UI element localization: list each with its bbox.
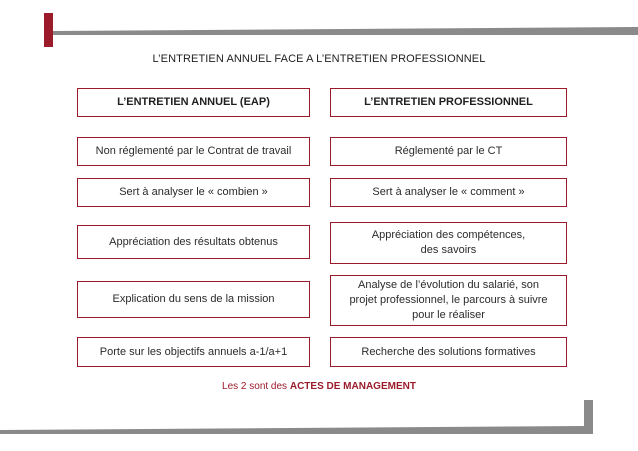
row-5-left-text: Porte sur les objectifs annuels a-1/a+1 bbox=[99, 345, 288, 358]
row-2-right-cell bbox=[330, 178, 567, 207]
footer-note bbox=[0, 381, 638, 392]
row-1-left-text: Non réglementé par le Contrat de travail bbox=[95, 145, 292, 157]
row-3-right-cell bbox=[330, 222, 567, 264]
row-4-left-cell bbox=[77, 281, 310, 318]
row-4-right-cell bbox=[330, 275, 567, 326]
row-2-left-text: Sert à analyser le « combien » bbox=[119, 186, 268, 198]
row-4-right-line-2: projet professionnel, le parcours à suivre bbox=[349, 294, 548, 306]
row-2-left-cell bbox=[77, 178, 310, 207]
row-3-right-line-2: des savoirs bbox=[420, 244, 477, 256]
row-3-right-line-1: Appréciation des compétences, bbox=[371, 229, 526, 241]
header-entretien-professionnel-label: L’ENTRETIEN PROFESSIONNEL bbox=[364, 96, 533, 108]
row-1-left-cell bbox=[77, 137, 310, 166]
row-3-left-text: Appréciation des résultats obtenus bbox=[109, 235, 278, 248]
header-entretien-professionnel bbox=[330, 88, 567, 117]
footer-note-prefix: Les 2 sont des bbox=[222, 381, 290, 392]
header-entretien-annuel bbox=[77, 88, 310, 117]
footer-note-emphasis: ACTES DE MANAGEMENT bbox=[289, 381, 416, 392]
row-5-right-text: Recherche des solutions formatives bbox=[361, 345, 536, 358]
row-4-right-line-3: pour le réaliser bbox=[412, 309, 485, 321]
header-entretien-annuel-label: L’ENTRETIEN ANNUEL (EAP) bbox=[117, 96, 270, 108]
row-4-right-line-1: Analyse de l’évolution du salarié, son bbox=[357, 279, 539, 291]
row-4-left-text: Explication du sens de la mission bbox=[112, 293, 275, 305]
bottom-decorative-bar bbox=[0, 400, 593, 434]
page-title: L’ENTRETIEN ANNUEL FACE A L’ENTRETIEN PROFESSIONNEL bbox=[152, 53, 486, 65]
row-5-left-cell bbox=[77, 337, 310, 367]
top-decorative-bar bbox=[44, 13, 638, 47]
row-2-right-text: Sert à analyser le « comment » bbox=[372, 186, 525, 198]
row-3-left-cell bbox=[77, 225, 310, 259]
row-1-right-text: Réglementé par le CT bbox=[394, 145, 503, 157]
row-5-right-cell bbox=[330, 337, 567, 367]
row-1-right-cell bbox=[330, 137, 567, 166]
